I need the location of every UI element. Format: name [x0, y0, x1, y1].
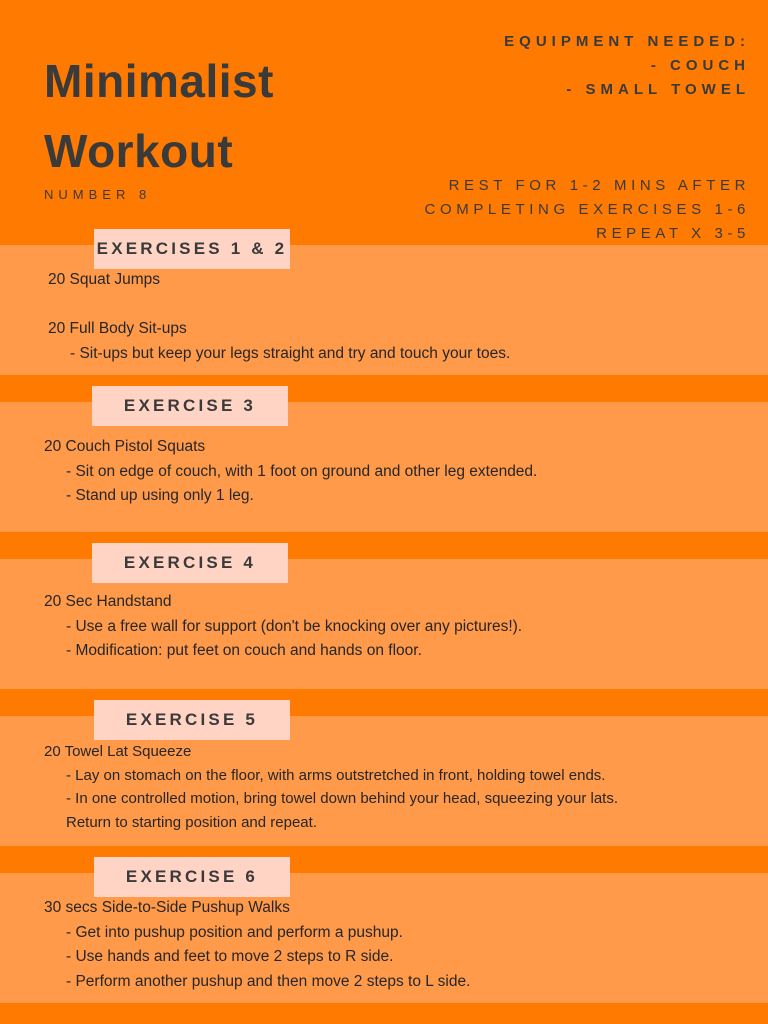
exercise-tag: EXERCISE 5: [94, 700, 290, 740]
exercise-tag: EXERCISES 1 & 2: [94, 229, 290, 269]
exercise-line: - Sit-ups but keep your legs straight and try and touch your toes.: [70, 344, 511, 362]
exercise-line: - Modification: put feet on couch and hands on floor.: [66, 642, 422, 659]
exercise-line: - Use a free wall for support (don't be knocking over any pictures!).: [66, 617, 523, 635]
rest-line: REST FOR 1-2 MINS AFTER: [448, 177, 750, 194]
exercise-line: - Use hands and feet to move 2 steps to R side.: [66, 948, 394, 965]
exercise-line: - Perform another pushup and then move 2 steps to L side.: [66, 972, 471, 990]
equipment-list: [504, 30, 750, 102]
exercise-line: - Get into pushup position and perform a pushup.: [66, 923, 403, 941]
exercise-line: 20 Full Body Sit-ups: [48, 320, 187, 337]
rest-line: REPEAT X 3-5: [596, 225, 750, 242]
exercise-line: 20 Couch Pistol Squats: [44, 438, 206, 455]
exercise-line: - Lay on stomach on the floor, with arms outstretched in front, holding towel ends.: [66, 766, 606, 784]
exercise-line: 20 Sec Handstand: [44, 593, 172, 610]
subtitle: NUMBER 8: [44, 187, 152, 202]
exercise-description: [48, 268, 510, 366]
exercise-description: [44, 740, 618, 834]
blank-line: [48, 293, 510, 318]
exercise-tag: EXERCISE 4: [92, 543, 288, 583]
exercise-tag: EXERCISE 3: [92, 386, 288, 426]
rest-line: COMPLETING EXERCISES 1-6: [424, 201, 750, 218]
equipment-heading: EQUIPMENT NEEDED:: [504, 33, 750, 50]
title-line-2: Workout: [44, 125, 234, 177]
exercise-line: - In one controlled motion, bring towel down behind your head, squeezing your lats.: [66, 790, 619, 807]
exercise-line: 30 secs Side-to-Side Pushup Walks: [44, 899, 290, 916]
exercise-line: Return to starting position and repeat.: [66, 813, 317, 831]
exercise-line: 20 Towel Lat Squeeze: [44, 743, 192, 760]
exercise-line: - Stand up using only 1 leg.: [66, 487, 254, 504]
title-line-1: Minimalist: [44, 55, 274, 107]
equipment-item: - COUCH: [650, 57, 750, 74]
exercise-line: - Sit on edge of couch, with 1 foot on ground and other leg extended.: [66, 462, 538, 480]
equipment-item: - SMALL TOWEL: [566, 81, 750, 98]
rest-instructions: [425, 174, 750, 246]
exercise-description: [44, 435, 537, 509]
exercise-description: [44, 896, 470, 994]
exercise-description: [44, 590, 522, 664]
exercise-line: 20 Squat Jumps: [48, 271, 161, 288]
page-title: [44, 46, 274, 186]
exercise-tag: EXERCISE 6: [94, 857, 290, 897]
